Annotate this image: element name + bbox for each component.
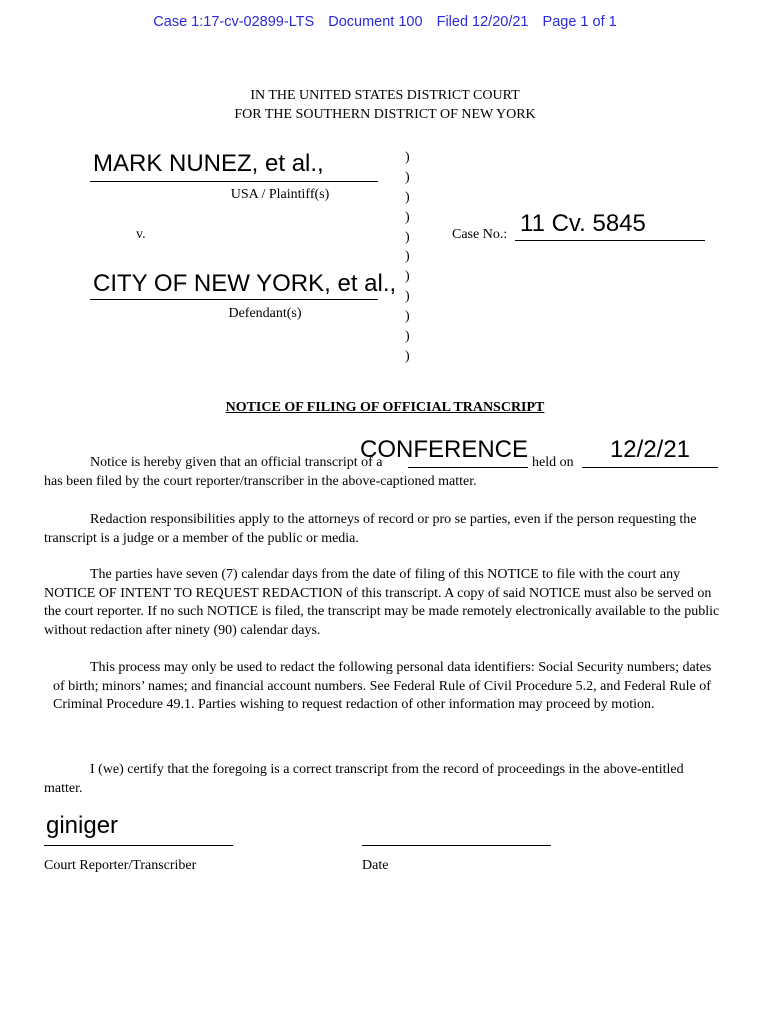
held-on-date-field[interactable]: 12/2/21: [609, 436, 691, 463]
paren-mark: ): [405, 189, 410, 205]
plaintiff-name-field[interactable]: MARK NUNEZ, et al.,: [93, 150, 324, 177]
court-name-line2: FOR THE SOUTHERN DISTRICT OF NEW YORK: [234, 107, 536, 122]
defendant-name-field[interactable]: CITY OF NEW YORK, et al.,: [93, 270, 397, 297]
notice-title: NOTICE OF FILING OF OFFICIAL TRANSCRIPT: [225, 400, 545, 415]
paren-mark: ): [405, 309, 410, 325]
notice-text-before: Notice is hereby given that an official transcript of a: [90, 455, 383, 470]
header-page-number: Page 1 of 1: [542, 14, 617, 30]
header-case-number: Case 1:17-cv-02899-LTS: [153, 14, 315, 30]
proceeding-type-value: CONFERENCE: [359, 436, 528, 463]
case-number-underline: [515, 240, 705, 241]
certify-paragraph-text: I (we) certify that the foregoing is a correct transcript from the record of proceedings in the above-entitled matter.: [44, 762, 684, 796]
case-number-label: Case No.:: [452, 227, 508, 242]
plaintiff-label: USA / Plaintiff(s): [230, 187, 330, 202]
paren-mark: ): [405, 329, 410, 345]
date-label: Date: [362, 858, 389, 873]
certify-paragraph: [44, 761, 694, 798]
seven-days-paragraph: [44, 566, 726, 640]
redaction-paragraph: [44, 511, 726, 548]
redaction-paragraph-text: Redaction responsibilities apply to the attorneys of record or pro se parties, even if the person requesting the transcript is a judge or a member of the public or media.: [44, 512, 697, 546]
proceeding-type-field[interactable]: [359, 436, 528, 468]
caption-parenthesis-column: [405, 148, 410, 367]
paren-mark: ): [405, 348, 410, 364]
defendant-name-underline: [90, 299, 378, 300]
held-on-label: held on: [532, 455, 574, 470]
process-paragraph-text: This process may only be used to redact the following personal data identifiers: Social Security numbers; dates of birth; minors’ names; and financial account numbers. See Federal Rule of Civil Procedure 5.2, and Federal Rule of Criminal Procedure 49.1. Parties wishing to request redaction of other information may proceed by motion.: [53, 660, 712, 713]
held-on-date-underline: [582, 467, 718, 468]
court-reporter-field[interactable]: giniger: [46, 812, 119, 839]
paren-mark: ): [405, 150, 410, 165]
court-name-line1: IN THE UNITED STATES DISTRICT COURT: [250, 88, 520, 103]
defendant-label: Defendant(s): [228, 306, 302, 321]
case-number-field[interactable]: 11 Cv. 5845: [520, 210, 646, 237]
header-filed-date: Filed 12/20/21: [436, 14, 529, 30]
paren-mark: ): [405, 209, 410, 225]
plaintiff-name-underline: [90, 181, 378, 182]
process-paragraph: [53, 659, 717, 715]
filing-header: [0, 14, 770, 30]
paren-mark: ): [405, 289, 410, 305]
court-reporter-underline: [44, 845, 233, 846]
paren-mark: ): [405, 269, 410, 285]
versus-label: v.: [136, 227, 146, 242]
date-underline: [362, 845, 551, 846]
date-field[interactable]: [364, 812, 544, 842]
paren-mark: ): [405, 169, 410, 185]
paren-mark: ): [405, 229, 410, 245]
paren-mark: ): [405, 249, 410, 265]
seven-days-paragraph-text: The parties have seven (7) calendar days from the date of filing of this NOTICE to file with the court any NOTICE OF INTENT TO REQUEST REDACTION of this transcript. A copy of said NOTICE must also be served on the court reporter. If no such NOTICE is filed, the transcript may be made remotely electronically available to the public without redaction after ninety (90) calendar days.: [44, 567, 720, 638]
court-reporter-label: Court Reporter/Transcriber: [44, 858, 197, 873]
proceeding-type-underline: [408, 467, 528, 468]
notice-text-line2: has been filed by the court reporter/transcriber in the above-captioned matter.: [44, 474, 477, 489]
header-document-number: Document 100: [328, 14, 423, 30]
